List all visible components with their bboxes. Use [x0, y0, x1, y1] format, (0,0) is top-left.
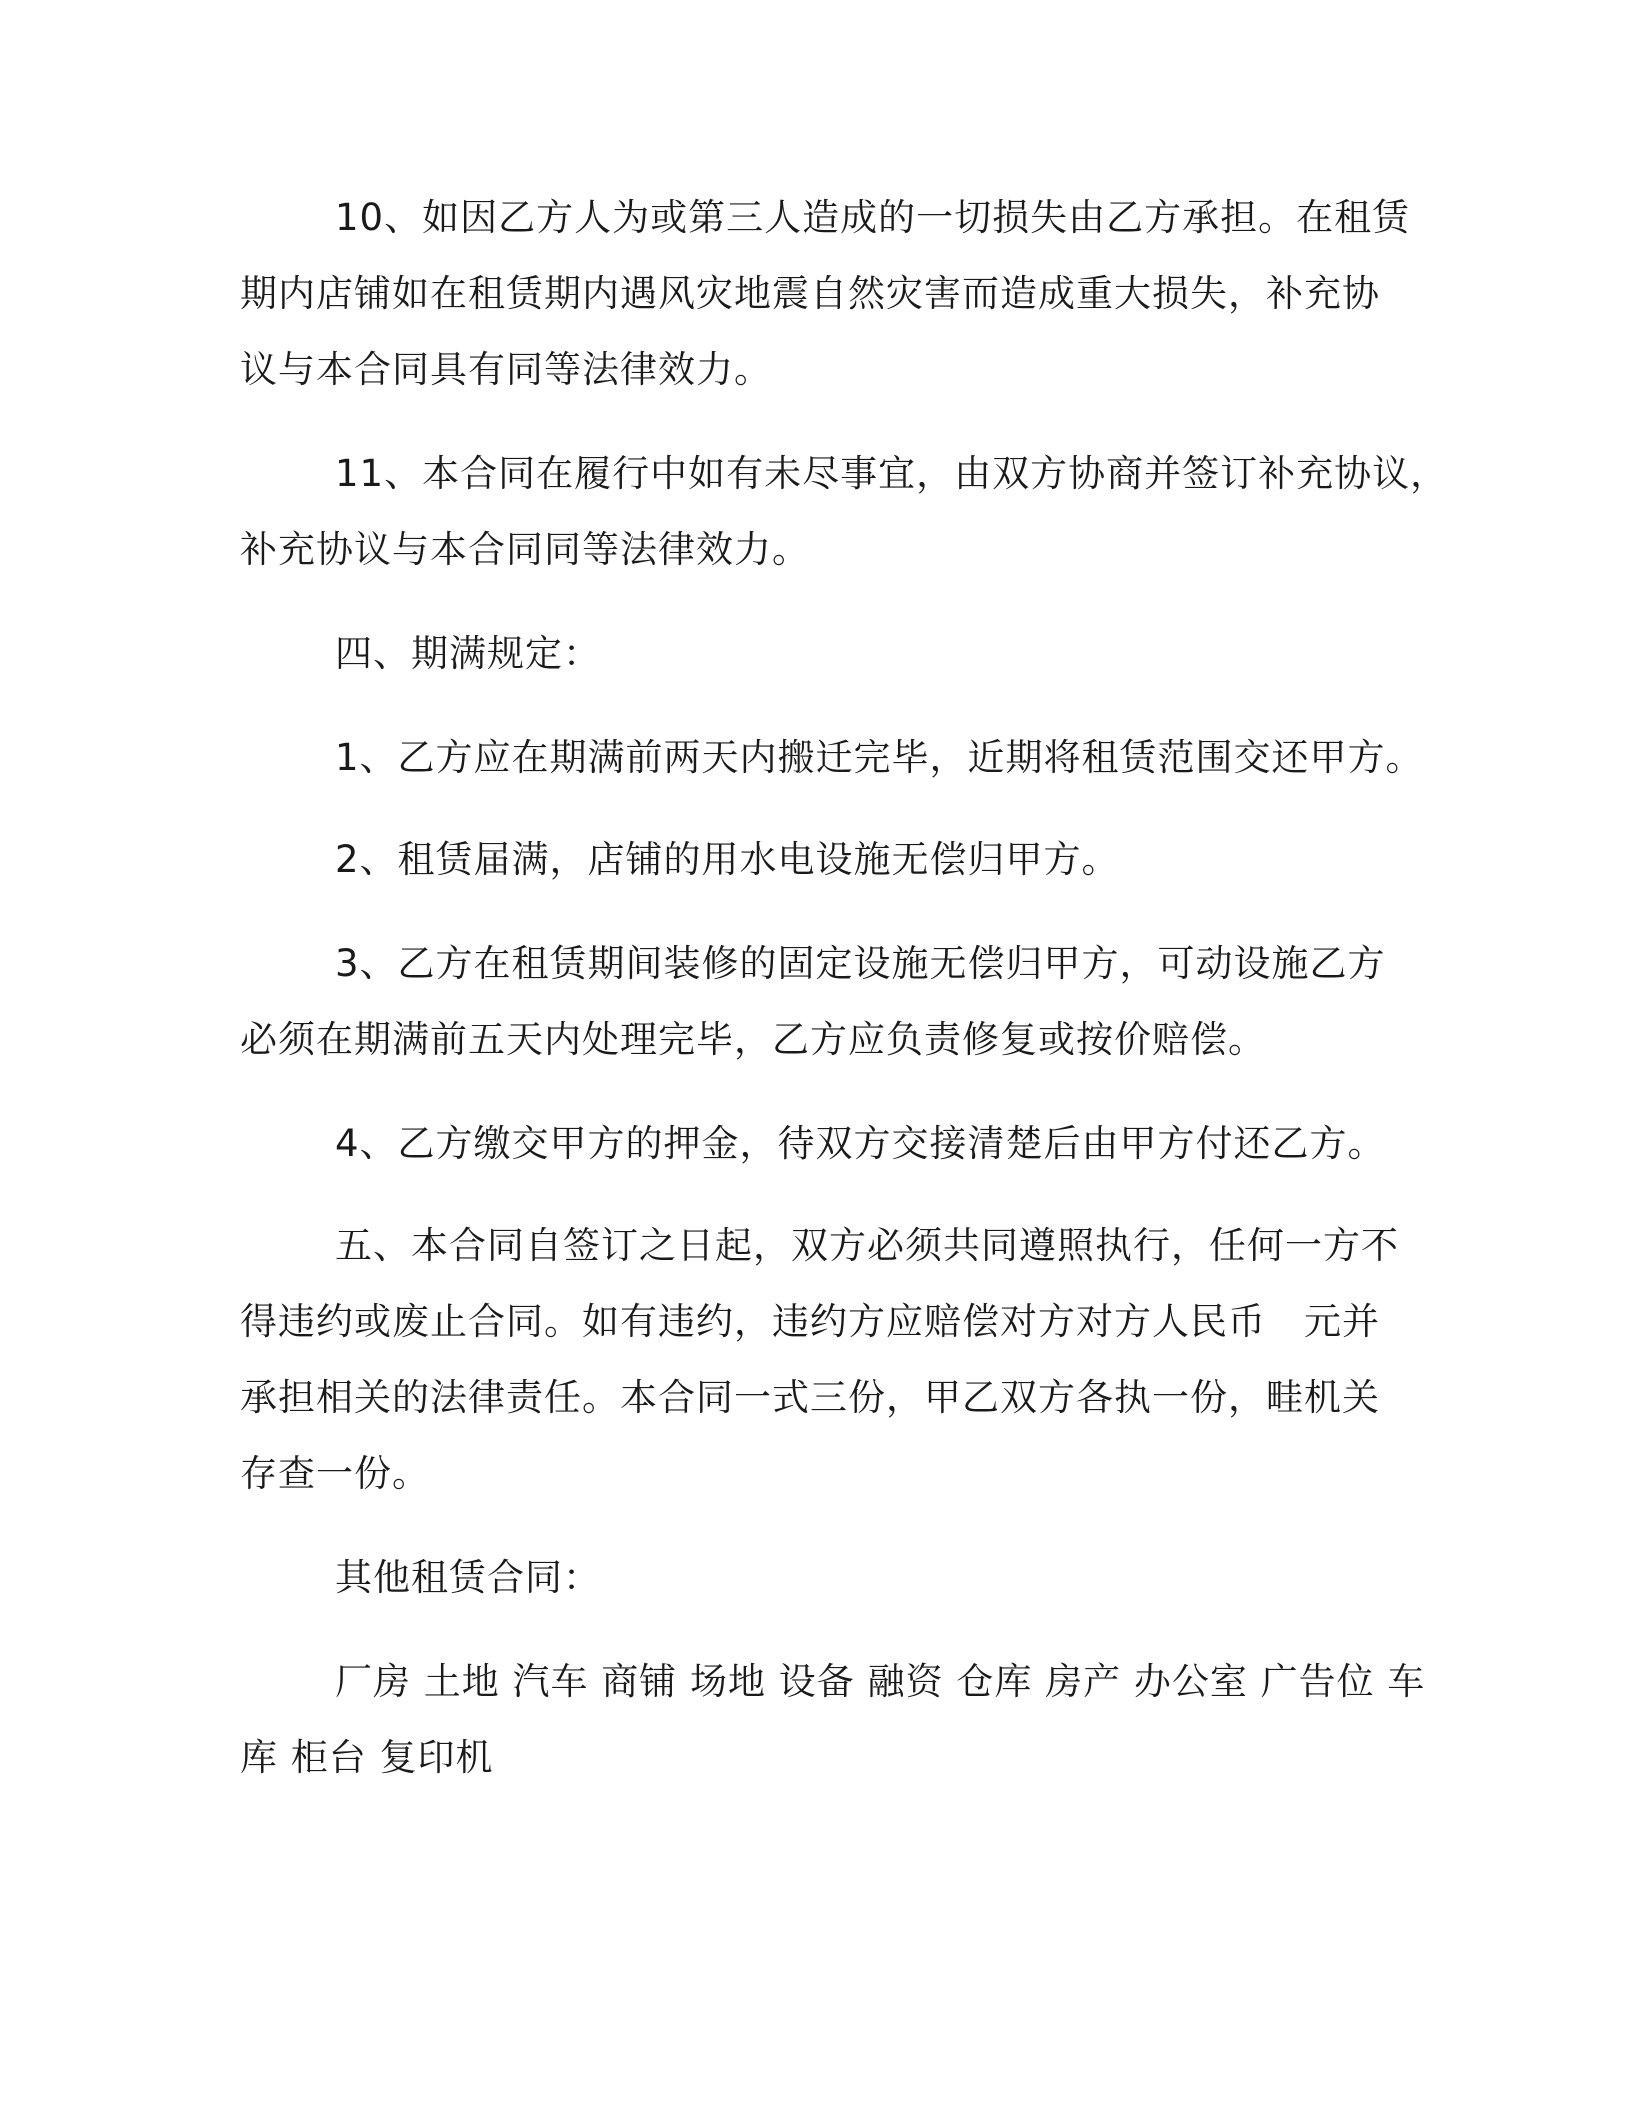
- section-4-heading: 四、期满规定：: [335, 632, 601, 675]
- clause-11-line-2: 补充协议与本合同同等法律效力。: [240, 528, 810, 571]
- section-4-item-2: 2、租赁届满，店铺的用水电设施无偿归甲方。: [335, 838, 1120, 881]
- other-contracts-list-line-1: 厂房 土地 汽车 商铺 场地 设备 融资 仓库 房产 办公室 广告位 车: [335, 1660, 1426, 1703]
- section-5-line-1: 五、本合同自签订之日起，双方必须共同遵照执行，任何一方不: [335, 1224, 1399, 1267]
- section-5-line-2: 得违约或废止合同。如有违约，违约方应赔偿对方对方人民币 元并: [240, 1300, 1380, 1343]
- section-5-line-4: 存查一份。: [240, 1452, 430, 1495]
- section-4-item-3-line-1: 3、乙方在租赁期间装修的固定设施无偿归甲方，可动设施乙方: [335, 942, 1386, 985]
- clause-10-line-1: 10、如因乙方人为或第三人造成的一切损失由乙方承担。在租赁: [335, 196, 1411, 239]
- section-5-line-3: 承担相关的法律责任。本合同一式三份，甲乙双方各执一份，畦机关: [240, 1376, 1380, 1419]
- section-4-item-4: 4、乙方缴交甲方的押金，待双方交接清楚后由甲方付还乙方。: [335, 1122, 1386, 1165]
- clause-11-line-1: 11、本合同在履行中如有未尽事宜，由双方协商并签订补充协议，: [335, 452, 1449, 495]
- section-4-item-3-line-2: 必须在期满前五天内处理完毕，乙方应负责修复或按价赔偿。: [240, 1018, 1266, 1061]
- section-4-item-1: 1、乙方应在期满前两天内搬迁完毕，近期将租赁范围交还甲方。: [335, 736, 1424, 779]
- other-contracts-list-line-2: 库 柜台 复印机: [240, 1736, 494, 1779]
- clause-10-line-3: 议与本合同具有同等法律效力。: [240, 348, 772, 391]
- clause-10-line-2: 期内店铺如在租赁期内遇风灾地震自然灾害而造成重大损失，补充协: [240, 272, 1380, 315]
- other-contracts-heading: 其他租赁合同：: [335, 1556, 601, 1599]
